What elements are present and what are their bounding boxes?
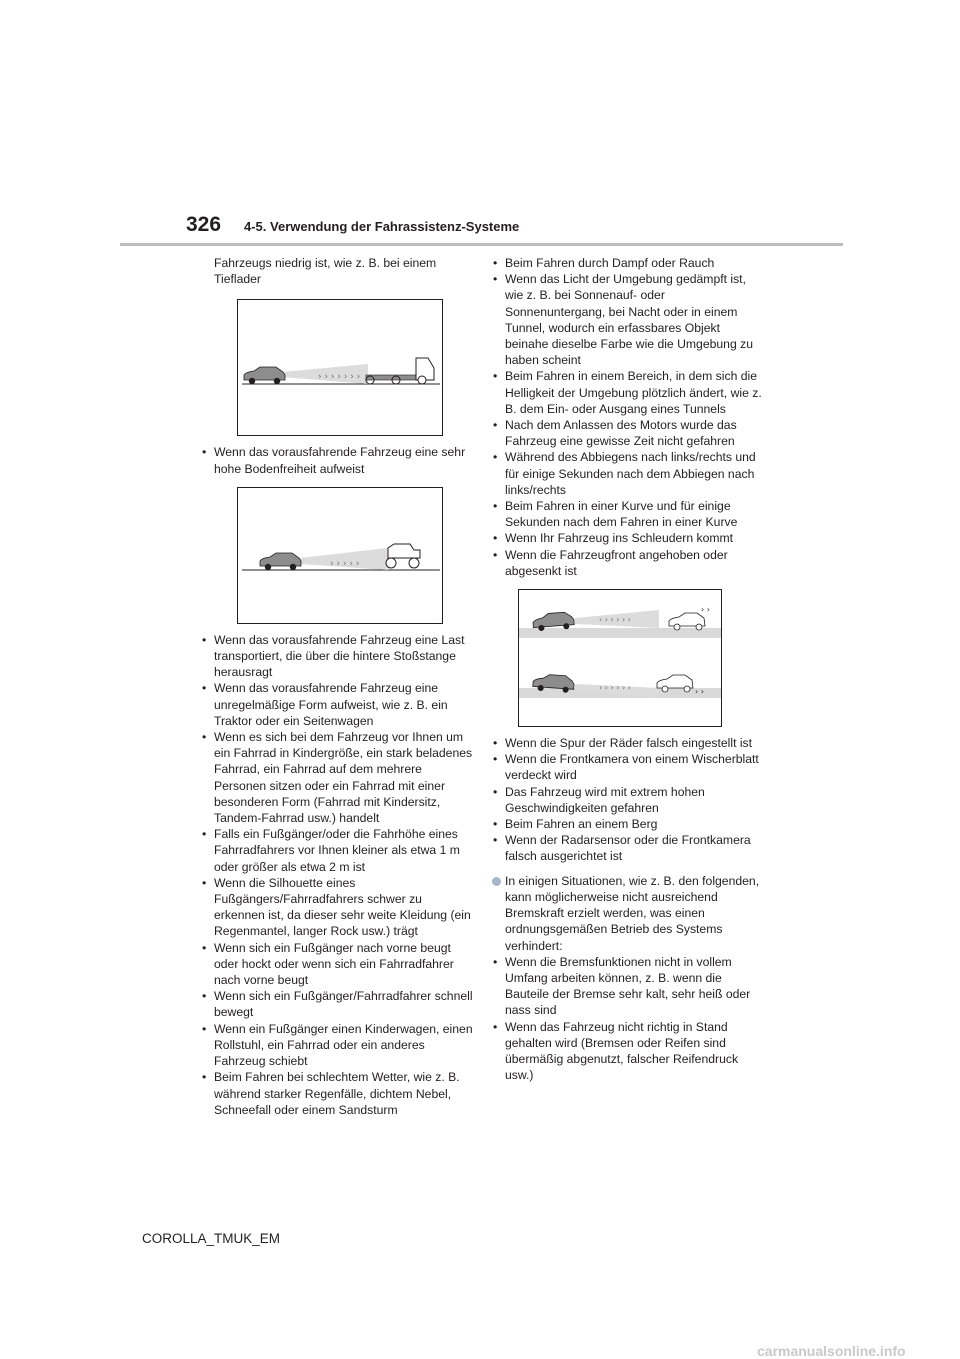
list-item: • Beim Fahren an einem Berg [492, 816, 762, 832]
section-title: 4-5. Verwendung der Fahrassistenz-Systeme [244, 219, 520, 234]
list-item: • Wenn sich ein Fußgänger/Fahrradfahrer schnell bewegt [201, 988, 473, 1020]
list-item: • Beim Fahren in einem Bereich, in dem sich die Helligkeit der Umgebung plötzlich ändert, wie z. B. dem Ein- oder Ausgang eines Tunnels [492, 368, 762, 417]
list-item: • Wenn das vorausfahrende Fahrzeug eine Last transportiert, die über die hintere Stoßstange herausragt [201, 632, 473, 681]
list-item: • Wenn das Fahrzeug nicht richtig in Stand gehalten wird (Bremsen oder Reifen sind übermäßig abgenutzt, falscher Reifendruck usw.) [492, 1019, 762, 1084]
front-raised-lowered-illustration [519, 590, 721, 726]
figure-low-vehicle [237, 299, 443, 436]
list-item: • Das Fahrzeug wird mit extrem hohen Geschwindigkeiten gefahren [492, 784, 762, 816]
left-column [201, 255, 473, 1118]
figure-front-raised-lowered [518, 589, 722, 727]
svg-text:› ›: › › [701, 605, 710, 615]
list-item: • Beim Fahren durch Dampf oder Rauch [492, 255, 762, 271]
list-item: • Wenn Ihr Fahrzeug ins Schleudern kommt [492, 530, 762, 546]
list-item: • Wenn die Silhouette eines Fußgängers/Fahrradfahrers schwer zu erkennen ist, da dieser sehr weite Kleidung (ein Regenmantel, langer Rock usw.) trägt [201, 875, 473, 940]
note-dot-icon [492, 877, 501, 886]
list-item: • Nach dem Anlassen des Motors wurde das Fahrzeug eine gewisse Zeit nicht gefahren [492, 417, 762, 449]
list-item: • Wenn der Radarsensor oder die Frontkamera falsch ausgerichtet ist [492, 832, 762, 864]
svg-text:› › › › › ›: › › › › › › [599, 683, 631, 693]
list-item: • Falls ein Fußgänger/oder die Fahrhöhe eines Fahrradfahrers vor Ihnen kleiner als etwa 1 m oder größer als etwa 2 m ist [201, 826, 473, 875]
list-item: • Wenn die Fahrzeugfront angehoben oder abgesenkt ist [492, 547, 762, 579]
right-column [492, 255, 762, 1083]
list-item: • Wenn das Licht der Umgebung gedämpft ist, wie z. B. bei Sonnenauf- oder Sonnenuntergang, bei Nacht oder in einem Tunnel, wodurch ein erfassbares Objekt beinahe dieselbe Farbe wie die Umgebung zu haben scheint [492, 271, 762, 368]
svg-text:› › › › › ›: › › › › › › [599, 615, 631, 625]
header-rule [120, 243, 843, 246]
list-item: • Wenn die Spur der Räder falsch eingestellt ist [492, 735, 762, 751]
list-item: • Wenn es sich bei dem Fahrzeug vor Ihnen um ein Fahrrad in Kindergröße, ein stark beladenes Fahrrad, ein Fahrrad auf dem mehrere Personen sitzen oder ein Fahrrad mit einer besonderen Form (Fahrrad mit Kindersitz, Tandem-Fahrrad usw.) handelt [201, 729, 473, 826]
footer-model-code: COROLLA_TMUK_EM [142, 1231, 281, 1246]
high-clearance-illustration [238, 488, 442, 623]
page-number: 326 [186, 213, 222, 236]
note-text: In einigen Situationen, wie z. B. den folgenden, kann möglicherweise nicht ausreichend Bremskraft erzielt werden, was einen ordnungsgemäßen Betrieb des Systems verhindert: [505, 873, 760, 953]
list-item: • Beim Fahren in einer Kurve und für einige Sekunden nach dem Fahren in einer Kurve [492, 498, 762, 530]
watermark[interactable]: carmanualsonline.info [757, 1343, 906, 1359]
svg-text:› › › › › › ›: › › › › › › › [318, 372, 361, 383]
list-item: • Wenn die Frontkamera von einem Wischerblatt verdeckt wird [492, 751, 762, 783]
list-item: • Wenn sich ein Fußgänger nach vorne beugt oder hockt oder wenn sich ein Fahrradfahrer nach vorne beugt [201, 940, 473, 989]
figure-high-clearance [237, 487, 443, 624]
list-item: • Wenn die Bremsfunktionen nicht in vollem Umfang arbeiten können, z. B. wenn die Bauteile der Bremse sehr kalt, sehr heiß oder nass sind [492, 954, 762, 1019]
bullet-high-clearance: • Wenn das vorausfahrende Fahrzeug eine sehr hohe Bodenfreiheit aufweist [201, 444, 473, 476]
svg-text:› ›: › › [695, 687, 704, 697]
intro-continuation: Fahrzeugs niedrig ist, wie z. B. bei einem Tieflader [214, 256, 437, 287]
low-vehicle-illustration [238, 300, 442, 435]
svg-text:› › › › ›: › › › › › [330, 558, 360, 569]
note-block [492, 873, 762, 954]
list-item: • Wenn das vorausfahrende Fahrzeug eine unregelmäßige Form aufweist, wie z. B. ein Traktor oder ein Seitenwagen [201, 680, 473, 729]
list-item: • Beim Fahren bei schlechtem Wetter, wie z. B. während starker Regenfälle, dichtem Nebel, Schneefall oder einem Sandsturm [201, 1069, 473, 1118]
list-item: • Während des Abbiegens nach links/rechts und für einige Sekunden nach dem Abbiegen nach links/rechts [492, 449, 762, 498]
list-item: • Wenn ein Fußgänger einen Kinderwagen, einen Rollstuhl, ein Fahrrad oder ein anderes Fahrzeug schiebt [201, 1021, 473, 1070]
